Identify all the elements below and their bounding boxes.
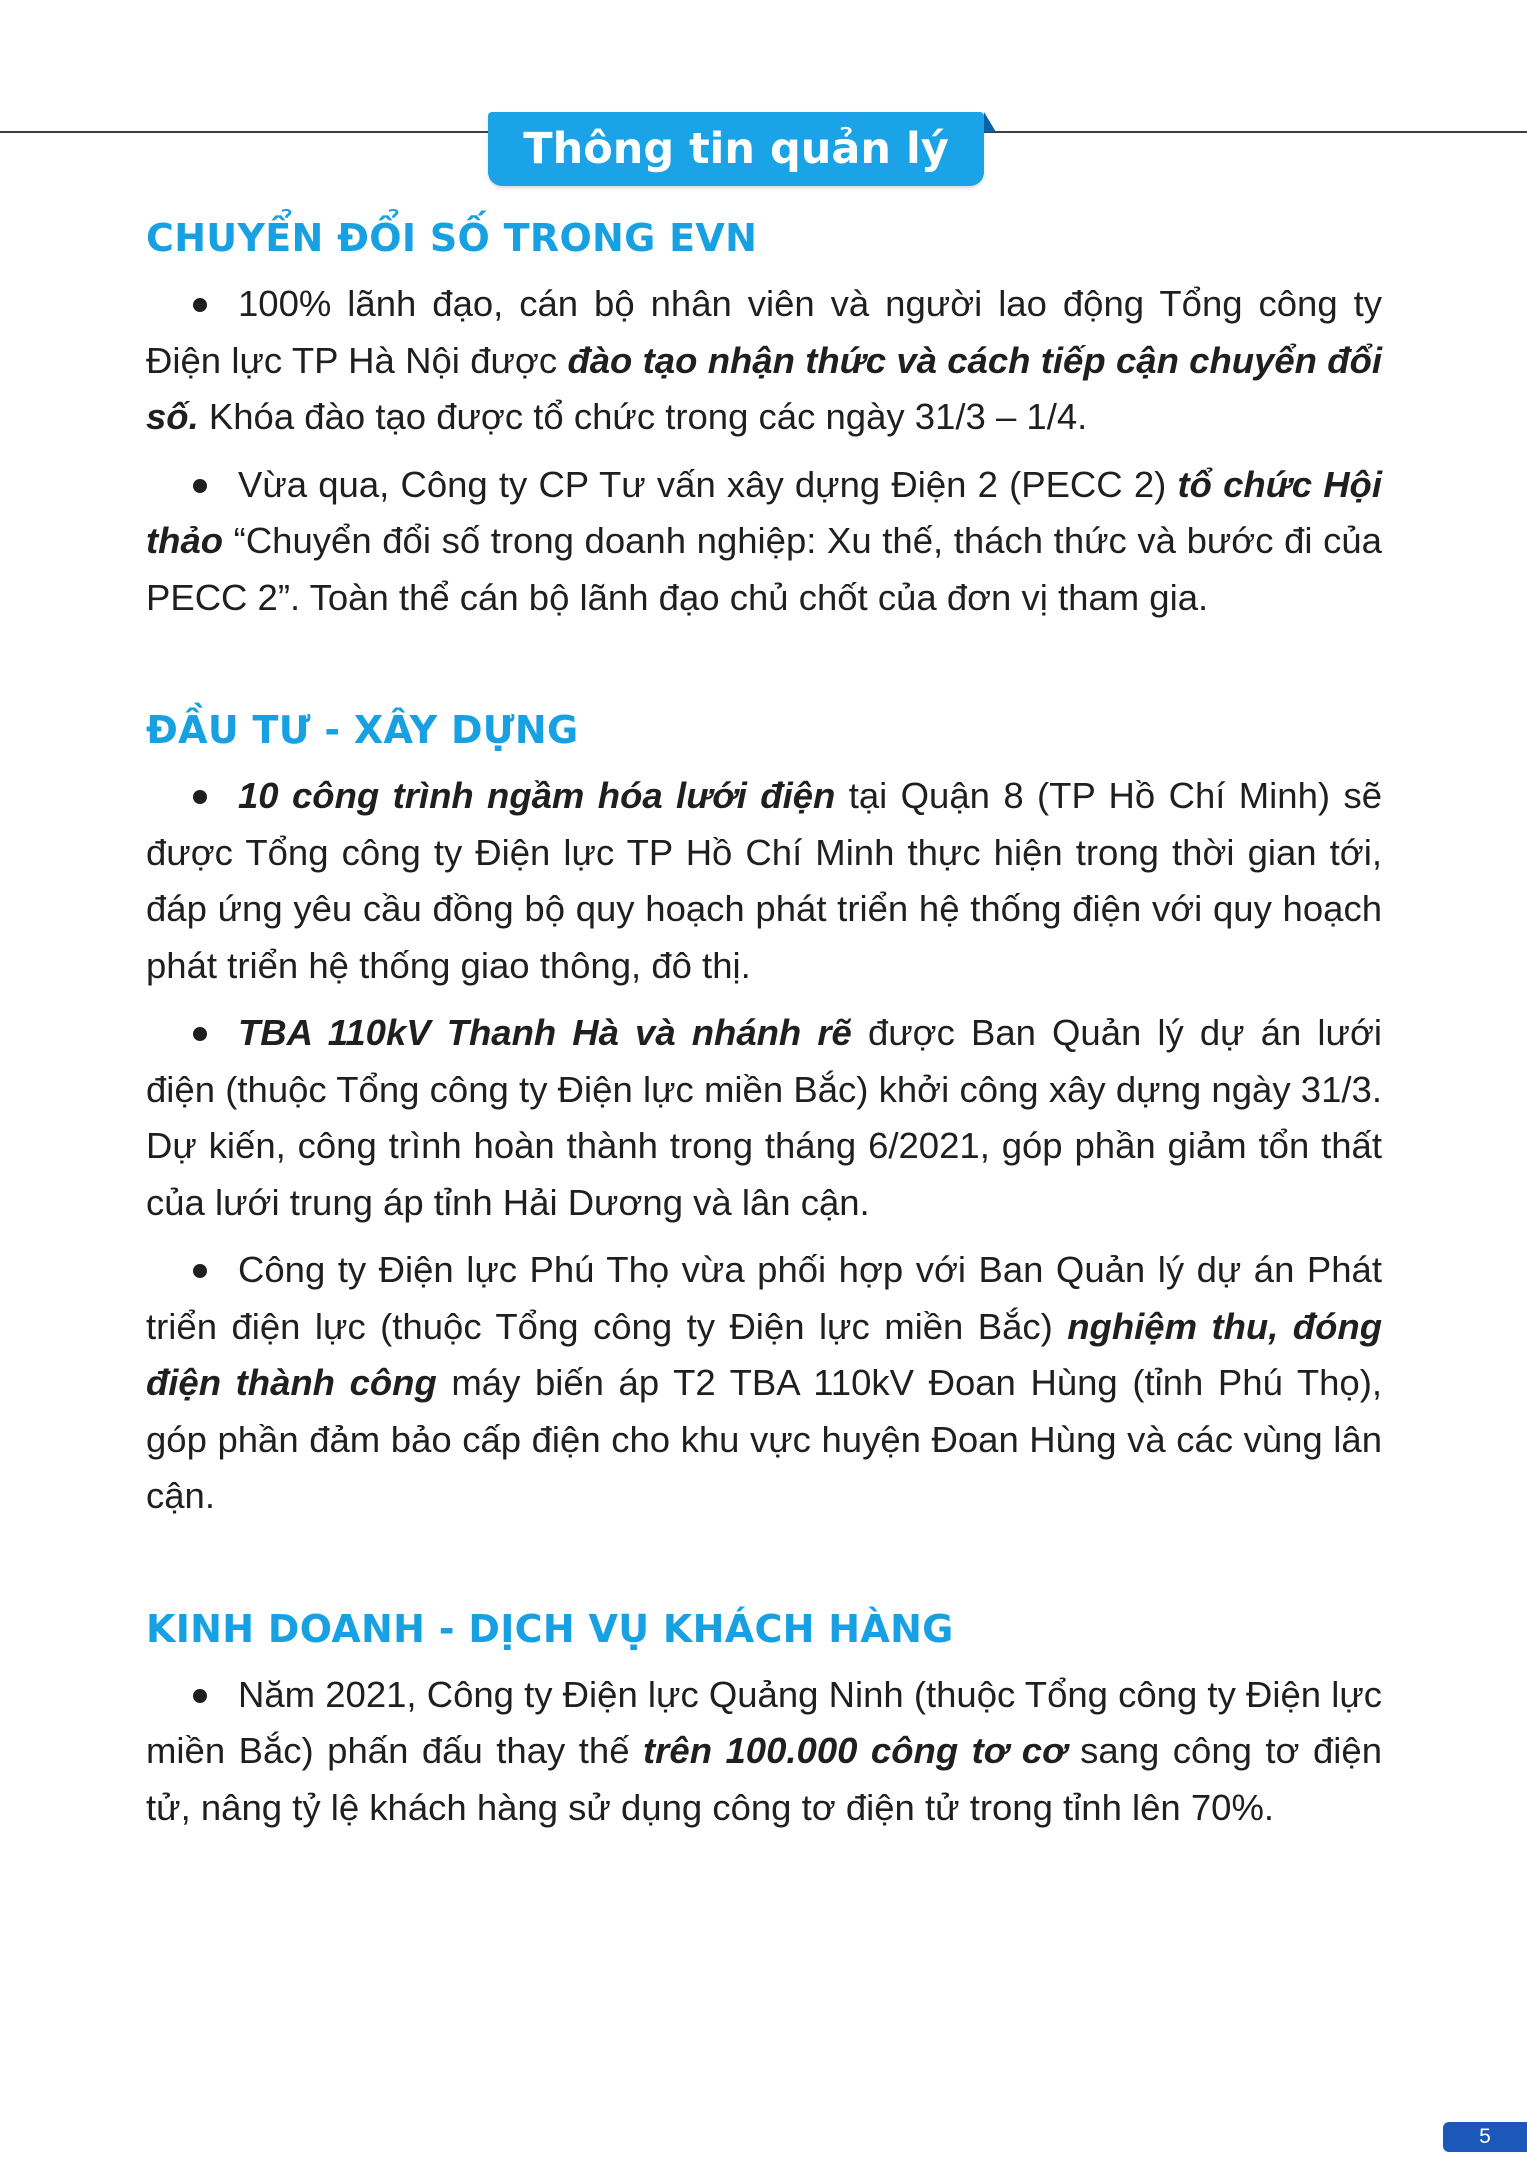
section-heading: KINH DOANH - DỊCH VỤ KHÁCH HÀNG xyxy=(146,1606,954,1651)
item-text: Năm 2021, Công ty Điện lực Quảng Ninh (thuộc Tổng công ty Điện lực miền Bắc) phấn đấu thay thế xyxy=(146,1673,1382,1771)
list-item xyxy=(146,276,1382,446)
item-text: “Chuyển đổi số trong doanh nghiệp: Xu thế, thách thức và bước đi của PECC 2”. Toàn thể cán bộ lãnh đạo chủ chốt của đơn vị tham gia. xyxy=(146,520,1382,618)
item-emphasis: đào tạo nhận thức và cách tiếp cận chuyển đổi số. xyxy=(146,339,1383,437)
item-emphasis: trên 100.000 công tơ cơ xyxy=(643,1730,1067,1771)
header-tab xyxy=(488,112,984,186)
bullet-icon xyxy=(193,479,207,493)
item-text: máy biến áp T2 TBA 110kV Đoan Hùng (tỉnh Phú Thọ), góp phần đảm bảo cấp điện cho khu vực huyện Đoan Hùng và các vùng lân cận. xyxy=(146,1362,1383,1516)
section-digital-transformation xyxy=(146,210,1382,626)
item-text: được Ban Quản lý dự án lưới điện (thuộc Tổng công ty Điện lực miền Bắc) khởi công xây dựng ngày 31/3. Dự kiến, công trình hoàn thành trong tháng 6/2021, góp phần giảm tổn thất của lưới trung áp tỉnh Hải Dương và lân cận. xyxy=(146,1012,1382,1223)
item-text: Công ty Điện lực Phú Thọ vừa phối hợp với Ban Quản lý dự án Phát triển điện lực (thuộc Tổng công ty Điện lực miền Bắc) xyxy=(146,1249,1382,1347)
item-text: Khóa đào tạo được tổ chức trong các ngày 31/3 – 1/4. xyxy=(198,396,1088,437)
item-emphasis: 10 công trình ngầm hóa lưới điện xyxy=(238,775,836,816)
section-business-customer-service xyxy=(146,1601,1382,1837)
list-item xyxy=(146,1667,1382,1837)
bullet-icon xyxy=(193,1689,207,1703)
section-heading: CHUYỂN ĐỔI SỐ TRONG EVN xyxy=(146,216,758,260)
item-emphasis: nghiệm thu, đóng điện thành công xyxy=(146,1305,1382,1403)
list-item xyxy=(146,457,1382,627)
item-text: tại Quận 8 (TP Hồ Chí Minh) sẽ được Tổng công ty Điện lực TP Hồ Chí Minh thực hiện trong thời gian tới, đáp ứng yêu cầu đồng bộ quy hoạch phát triển hệ thống điện với quy hoạch phát triển hệ thống giao thông, đô thị. xyxy=(146,775,1382,986)
bullet-icon xyxy=(193,1027,207,1041)
item-text: 100% lãnh đạo, cán bộ nhân viên và người lao động Tổng công ty Điện lực TP Hà Nội được xyxy=(146,283,1382,381)
section-heading: ĐẦU TƯ - XÂY DỰNG xyxy=(146,708,579,752)
section-investment-construction xyxy=(146,702,1382,1525)
item-text: Vừa qua, Công ty CP Tư vấn xây dựng Điện 2 (PECC 2) xyxy=(238,463,1178,505)
page-number: 5 xyxy=(1443,2122,1527,2152)
bullet-icon xyxy=(193,298,207,312)
bullet-icon xyxy=(193,790,207,804)
item-emphasis: TBA 110kV Thanh Hà và nhánh rẽ xyxy=(238,1012,852,1053)
article-body xyxy=(146,210,1382,1912)
list-item xyxy=(146,1005,1382,1231)
list-item xyxy=(146,1242,1382,1525)
list-item xyxy=(146,768,1382,994)
item-text: sang công tơ điện tử, nâng tỷ lệ khách hàng sử dụng công tơ điện tử trong tỉnh lên 70%. xyxy=(146,1730,1383,1828)
item-emphasis: tổ chức Hội thảo xyxy=(146,463,1382,561)
bullet-icon xyxy=(193,1264,207,1278)
page-title: Thông tin quản lý xyxy=(523,124,949,174)
